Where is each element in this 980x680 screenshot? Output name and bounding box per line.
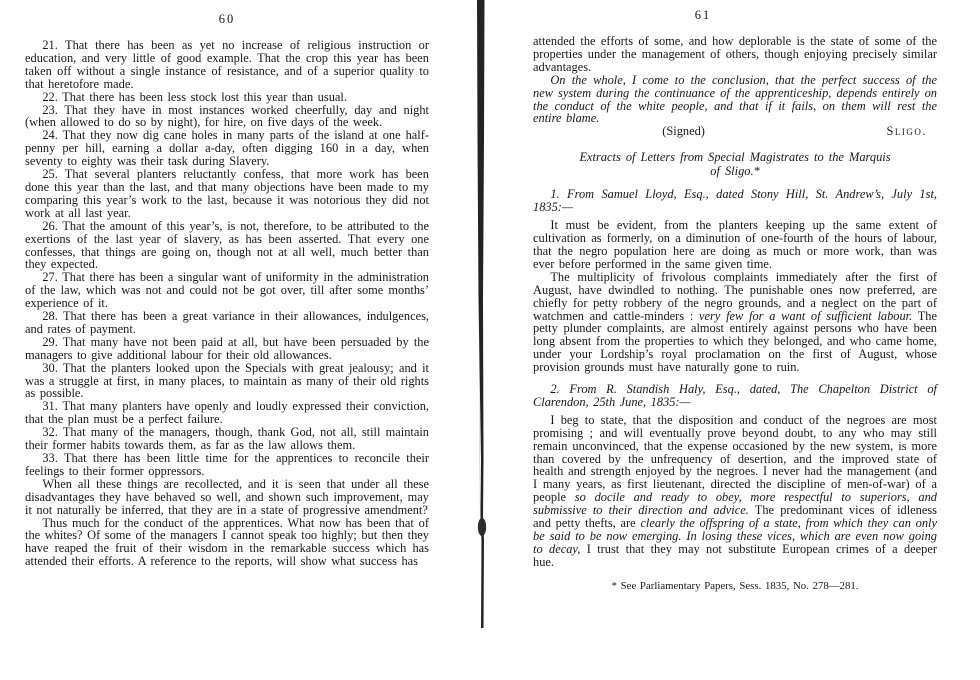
paragraph-33: 33. That there has been little time for the apprentices to reconcile their feelings to their former oppressors. [25,451,429,478]
page-number-right: 61 [694,8,712,22]
letter-2-italic-phrase-2: clearly the offspring of a state, from which they can only be said to be now emerging. In losing these vices, which are even now going to decay, [533,516,937,556]
paragraph-32: 32. That many of the managers, though, thank God, not all, still maintain their former habits towards them, as far as the law allows them. [25,425,429,453]
footnote: * See Parliamentary Papers, Sess. 1835, No. 278—281. [611,579,859,592]
paragraph-29: 29. That many have not been paid at all, but have been persuaded by the managers to give additional labour for their old allowances. [25,334,429,362]
letter-1-p2-roman-1: The multiplicity of frivolous complaints immediately after the first of August, have dwindled to nothing. The punishable ones now preferred, are chiefly for petty robbery of the negro grounds, and a neglect on the part of watchmen and cattle-minders : [533,269,937,323]
section-heading-line-2: of Sligo.* [710,163,760,178]
letter-2-roman-2: The predominant vices of idleness and petty thefts, are [533,503,937,531]
page-60-text-block [25,39,429,568]
letter-1-p2-roman-2: The petty plunder complaints, are almost entirely against persons who have been long absent from the properties to which they belonged, and who came home, under your Lordship’s royal proclamation on the first of August, whose provision grounds must have naturally gone to ruin. [533,308,937,375]
letter-1-heading: 1. From Samuel Lloyd, Esq., dated Stony Hill, St. Andrew’s, July 1st, 1835:— [533,187,937,215]
closing-paragraph-1: When all these things are recollected, and it is seen that under all these disadvantages they have behaved so well, and shown such improvement, may it not naturally be inferred, that they are in a state of progressive amendment? [25,476,429,517]
signed-label: (Signed) [662,124,705,139]
letter-2-italic-phrase-1: so docile and ready to obey, more respectful to superiors, and submissive to their direction and advice. [533,490,938,518]
page-60 [25,12,429,568]
paragraph-22: 22. That there has been less stock lost this year than usual. [42,89,347,104]
paragraph-21: 21. That there has been as yet no increase of religious instruction or education, and very little of good example. That the crop this year has been taken off without a single instance of resistance, and of a superior quality to that heretofore made. [25,38,429,91]
paragraph-27: 27. That there has been a singular want of uniformity in the administration of the law, which was not and could not be got over, till after some months’ experience of it. [25,270,429,311]
page-61-text-block [533,35,937,592]
paragraph-23: 23. That they have in most instances worked cheerfully, day and night (when allowed to do so by night), for hire, on five days of the week. [25,102,429,130]
page-number-left: 60 [218,12,236,26]
letter-2-roman-3: I trust that they may not substitute European crimes of a deeper hue. [533,541,937,569]
closing-paragraph-2: Thus much for the conduct of the apprentices. What now has been that of the whites? Of some of the managers I cannot speak too highly; but then they have reaped the fruit of their wisdom in the remarkable success which has attended their efforts. A reference to the reports, will show what success has [25,515,429,569]
paragraph-30: 30. That the planters looked upon the Specials with great jealousy; and it was a struggle at first, in many places, to maintain as many of their old rights as possible. [25,360,429,401]
paragraph-26: 26. That the amount of this year’s, is not, therefore, to be attributed to the exertions of the last year of slavery, as has been asserted. That every one confesses, that things are going on, though not at all well, much better than they expected. [25,218,429,272]
section-heading [533,151,937,178]
letter-2-paragraph [533,414,937,569]
signature-sligo: Sligo. [886,124,927,139]
section-heading-line-1: Extracts of Letters from Special Magistrates to the Marquis [579,150,891,165]
conclusion-paragraph: On the whole, I come to the conclusion, that the perfect success of the new system during the continuance of the apprenticeship, depends entirely on the conduct of the white people, and that if it fails, on them will rest the entire blame. [533,72,937,126]
letter-2-roman-1: I beg to state, that the disposition and conduct of the negroes are most promising ; and will eventually prove beyond doubt, to any who may still remain unconvinced, that the expense occasioned by the new system, is more than covered by the unfrequency of desertion, and the improved state of health and strength enjoyed by the negroes. I never had the management (and I many years, as first lieutenant, directed the discipline of men-of-war) of a people [533,412,937,505]
letter-1-paragraph-2 [533,271,937,374]
paragraph-31: 31. That many planters have openly and loudly expressed their conviction, that the plan must be a perfect failure. [25,399,429,427]
paragraph-24: 24. That they now dig cane holes in many parts of the island at one half-penny per hill, earning a dollar a-day, often digging 160 in a day, when seventy to eighty was their task during Slavery. [25,128,429,169]
page-61 [533,8,937,592]
continuation-paragraph: attended the efforts of some, and how deplorable is the state of some of the properties under the management of others, though enjoying precisely similar advantages. [533,34,937,74]
letter-2-heading: 2. From R. Standish Haly, Esq., dated, The Chapelton District of Clarendon, 25th June, 1835:— [533,382,937,409]
gutter-knot [478,518,486,536]
letter-1-paragraph-1: It must be evident, from the planters keeping up the same extent of cultivation as formerly, on a diminution of one-fourth of the hours of labour, that the negro population here are doing as much or more work, than was ever before performed in the same given time. [533,218,937,271]
book-binding-gutter [468,0,502,680]
signature-line [533,125,937,139]
paragraph-28: 28. That there has been a great variance in their allowances, indulgences, and rates of payment. [25,309,429,336]
paragraph-25: 25. That several planters reluctantly confess, that more work has been done this year than the last, and that many objections have been made to my comparing this year’s work to the last, because it was notorious they did not work at all last year. [25,167,429,220]
letter-1-p2-italic-phrase: very few for a want of sufficient labour. [699,308,913,323]
